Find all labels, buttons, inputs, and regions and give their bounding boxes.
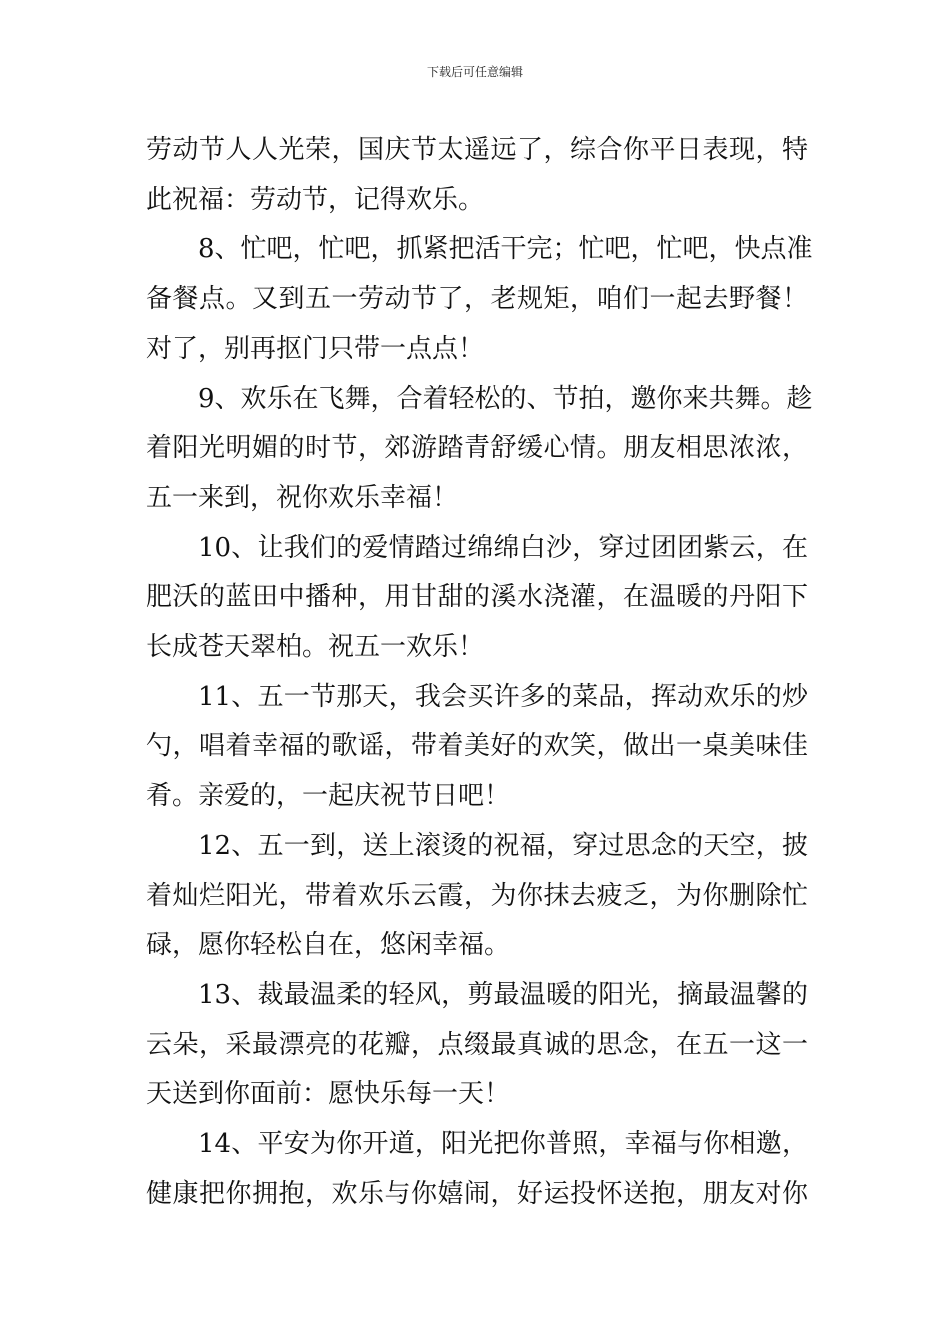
text-line: 备餐点。又到五一劳动节了，老规矩，咱们一起去野餐！: [146, 284, 808, 315]
text-line: 健康把你拥抱，欢乐与你嬉闹，好运投怀送抱，朋友对你: [146, 1178, 808, 1209]
paragraph: [146, 822, 808, 971]
text-line: 天送到你面前：愿快乐每一天！: [146, 1079, 511, 1110]
text-line: 勺，唱着幸福的歌谣，带着美好的欢笑，做出一桌美味佳: [146, 731, 808, 762]
page-header: 下载后可任意编辑: [426, 65, 523, 79]
text-line: 肴。亲爱的，一起庆祝节日吧！: [146, 781, 511, 812]
document-body: [146, 126, 813, 1219]
paragraph: [146, 971, 808, 1120]
text-line: 着阳光明媚的时节，郊游踏青舒缓心情。朋友相思浓浓，: [146, 433, 808, 464]
text-line: 此祝福：劳动节，记得欢乐。: [146, 184, 485, 215]
text-line: 碌，愿你轻松自在，悠闲幸福。: [146, 930, 511, 961]
text-line: 肥沃的蓝田中播种，用甘甜的溪水浇灌，在温暖的丹阳下: [146, 582, 808, 613]
text-line: 10、让我们的爱情踏过绵绵白沙，穿过团团紫云，在: [198, 532, 808, 563]
paragraph: [146, 524, 808, 673]
text-line: 8、忙吧，忙吧，抓紧把活干完；忙吧，忙吧，快点准: [198, 234, 813, 265]
paragraph: [146, 225, 813, 374]
text-line: 11、五一节那天，我会买许多的菜品，挥动欢乐的炒: [198, 681, 808, 712]
text-line: 13、裁最温柔的轻风，剪最温暖的阳光，摘最温馨的: [198, 979, 808, 1010]
text-line: 着灿烂阳光，带着欢乐云霞，为你抹去疲乏，为你删除忙: [146, 880, 808, 911]
text-line: 五一来到，祝你欢乐幸福！: [146, 482, 459, 513]
paragraph: [146, 126, 808, 225]
paragraph: [146, 673, 808, 822]
text-line: 9、欢乐在飞舞，合着轻松的、节拍，邀你来共舞。趁: [198, 383, 813, 414]
text-line: 对了，别再抠门只带一点点！: [146, 333, 485, 364]
text-line: 劳动节人人光荣，国庆节太遥远了，综合你平日表现，特: [146, 135, 808, 165]
text-line: 14、平安为你开道，阳光把你普照，幸福与你相邀，: [198, 1129, 808, 1160]
text-line: 长成苍天翠柏。祝五一欢乐！: [146, 632, 485, 663]
text-line: 云朵，采最漂亮的花瓣，点缀最真诚的思念，在五一这一: [146, 1029, 808, 1060]
paragraph: [146, 375, 813, 524]
paragraph: [146, 1120, 808, 1219]
text-line: 12、五一到，送上滚烫的祝福，穿过思念的天空，披: [198, 830, 808, 861]
